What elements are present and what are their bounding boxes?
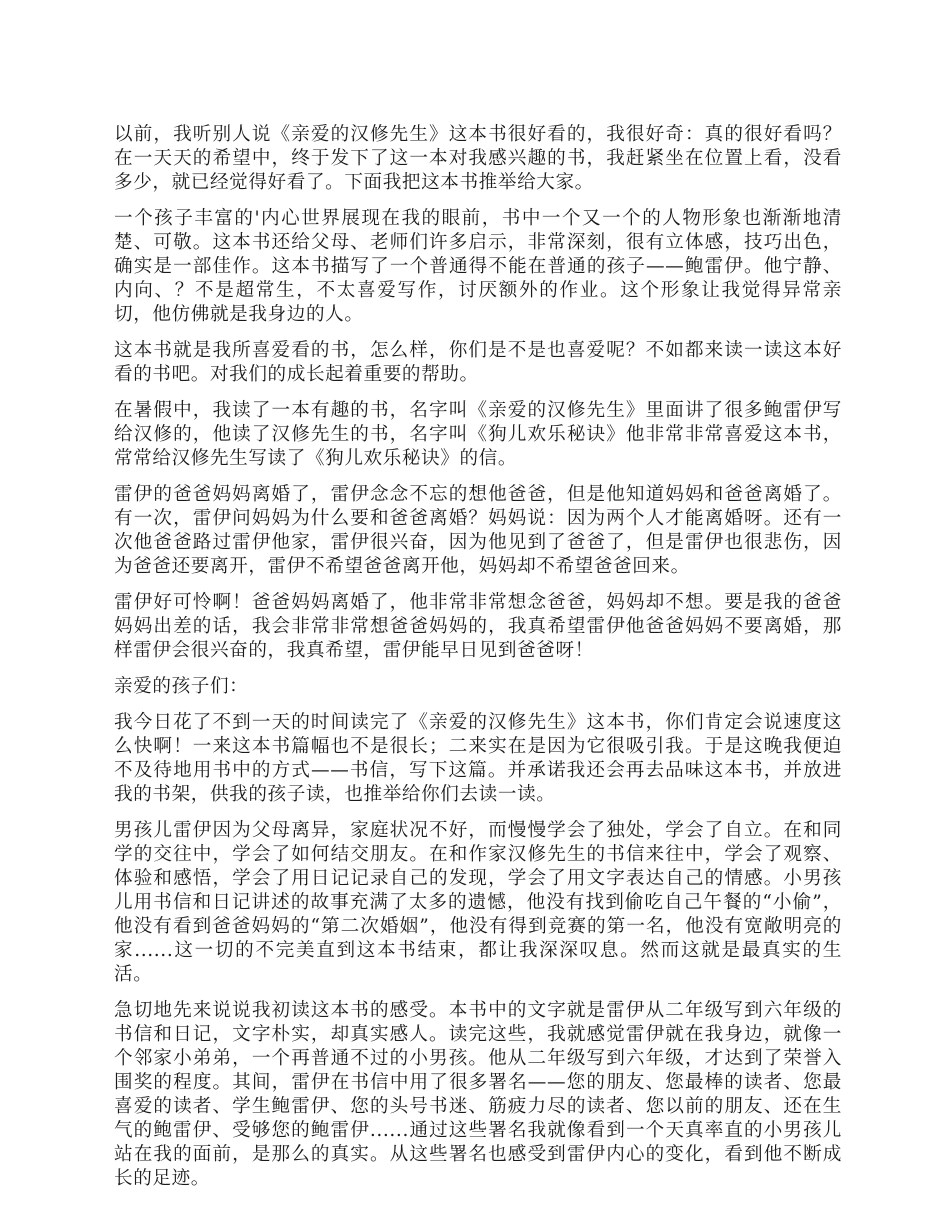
paragraph-intro: 以前，我听别人说《亲爱的汉修先生》这本书很好看的，我很好奇：真的很好看吗？在一天天的希望中，终于发下了这一本对我感兴趣的书，我赶紧坐在位置上看，没看多少，就已经觉得好看了。下面我把这本书推举给大家。 [114, 124, 842, 193]
paragraph-first-impression: 急切地先来说说我初读这本书的感受。本书中的文字就是雷伊从二年级写到六年级的书信和日记，文字朴实，却真实感人。读完这些，我就感觉雷伊就在我身边，就像一个邻家小弟弟，一个再普通不过的小男孩。他从二年级写到六年级，才达到了荣誉入围奖的程度。其间，雷伊在书信中用了很多署名——您的朋友、您最棒的读者、您最喜爱的读者、学生鲍雷伊、您的头号书迷、筋疲力尽的读者、您以前的朋友、还在生气的鲍雷伊、受够您的鲍雷伊......通过这些署名我就像看到一个天真率直的小男孩儿站在我的面前，是那么的真实。从这些署名也感受到雷伊内心的变化，看到他不断成长的足迹。 [114, 1000, 842, 1189]
paragraph-recommend: 这本书就是我所喜爱看的书，怎么样，你们是不是也喜爱呢？不如都来读一读这本好看的书吧。对我们的成长起着重要的帮助。 [114, 340, 842, 385]
paragraph-summer-reading: 在暑假中，我读了一本有趣的书，名字叫《亲爱的汉修先生》里面讲了很多鲍雷伊写给汉修的，他读了汉修先生的书，名字叫《狗儿欢乐秘诀》他非常非常喜爱这本书，常常给汉修先生写读了《狗儿欢乐秘诀》的信。 [114, 400, 842, 469]
paragraph-boy-growth: 男孩儿雷伊因为父母离异，家庭状况不好，而慢慢学会了独处，学会了自立。在和同学的交往中，学会了如何结交朋友。在和作家汉修先生的书信来往中，学会了观察、体验和感悟，学会了用日记记录自己的发现，学会了用文字表达自己的情感。小男孩儿用书信和日记讲述的故事充满了太多的遗憾，他没有找到偷吃自己午餐的“小偷”，他没有看到爸爸妈妈的“第二次婚姻”，他没有得到竞赛的第一名，他没有宽敞明亮的家......这一切的不完美直到这本书结束，都让我深深叹息。然而这就是最真实的生活。 [114, 820, 842, 985]
paragraph-salutation: 亲爱的孩子们： [114, 676, 249, 697]
paragraph-pity: 雷伊好可怜啊！爸爸妈妈离婚了，他非常非常想念爸爸，妈妈却不想。要是我的爸爸妈妈出差的话，我会非常非常想爸爸妈妈的，我真希望雷伊他爸爸妈妈不要离婚，那样雷伊会很兴奋的，我真希望，雷伊能早日见到爸爸呀！ [114, 592, 842, 661]
paragraph-parents-divorce: 雷伊的爸爸妈妈离婚了，雷伊念念不忘的想他爸爸，但是他知道妈妈和爸爸离婚了。有一次，雷伊问妈妈为什么要和爸爸离婚？妈妈说：因为两个人才能离婚呀。还有一次他爸爸路过雷伊他家，雷伊很兴奋，因为他见到了爸爸了，但是雷伊也很悲伤，因为爸爸还要离开，雷伊不希望爸爸离开他，妈妈却不希望爸爸回来。 [114, 484, 842, 577]
document-page [114, 123, 842, 1203]
paragraph-inner-world: 一个孩子丰富的'内心世界展现在我的眼前，书中一个又一个的人物形象也渐渐地清楚、可敬。这本书还给父母、老师们许多启示，非常深刻，很有立体感，技巧出色，确实是一部佳作。这本书描写了一个普通得不能在普通的孩子——鲍雷伊。他宁静、内向、？不是超常生，不太喜爱写作，讨厌额外的作业。这个形象让我觉得异常亲切，他仿佛就是我身边的人。 [114, 208, 842, 325]
paragraph-letter: 我今日花了不到一天的时间读完了《亲爱的汉修先生》这本书，你们肯定会说速度这么快啊！一来这本书篇幅也不是很长；二来实在是因为它很吸引我。于是这晚我便迫不及待地用书中的方式——书信，写下这篇。并承诺我还会再去品味这本书，并放进我的书架，供我的孩子读，也推举给你们去读一读。 [114, 712, 842, 805]
